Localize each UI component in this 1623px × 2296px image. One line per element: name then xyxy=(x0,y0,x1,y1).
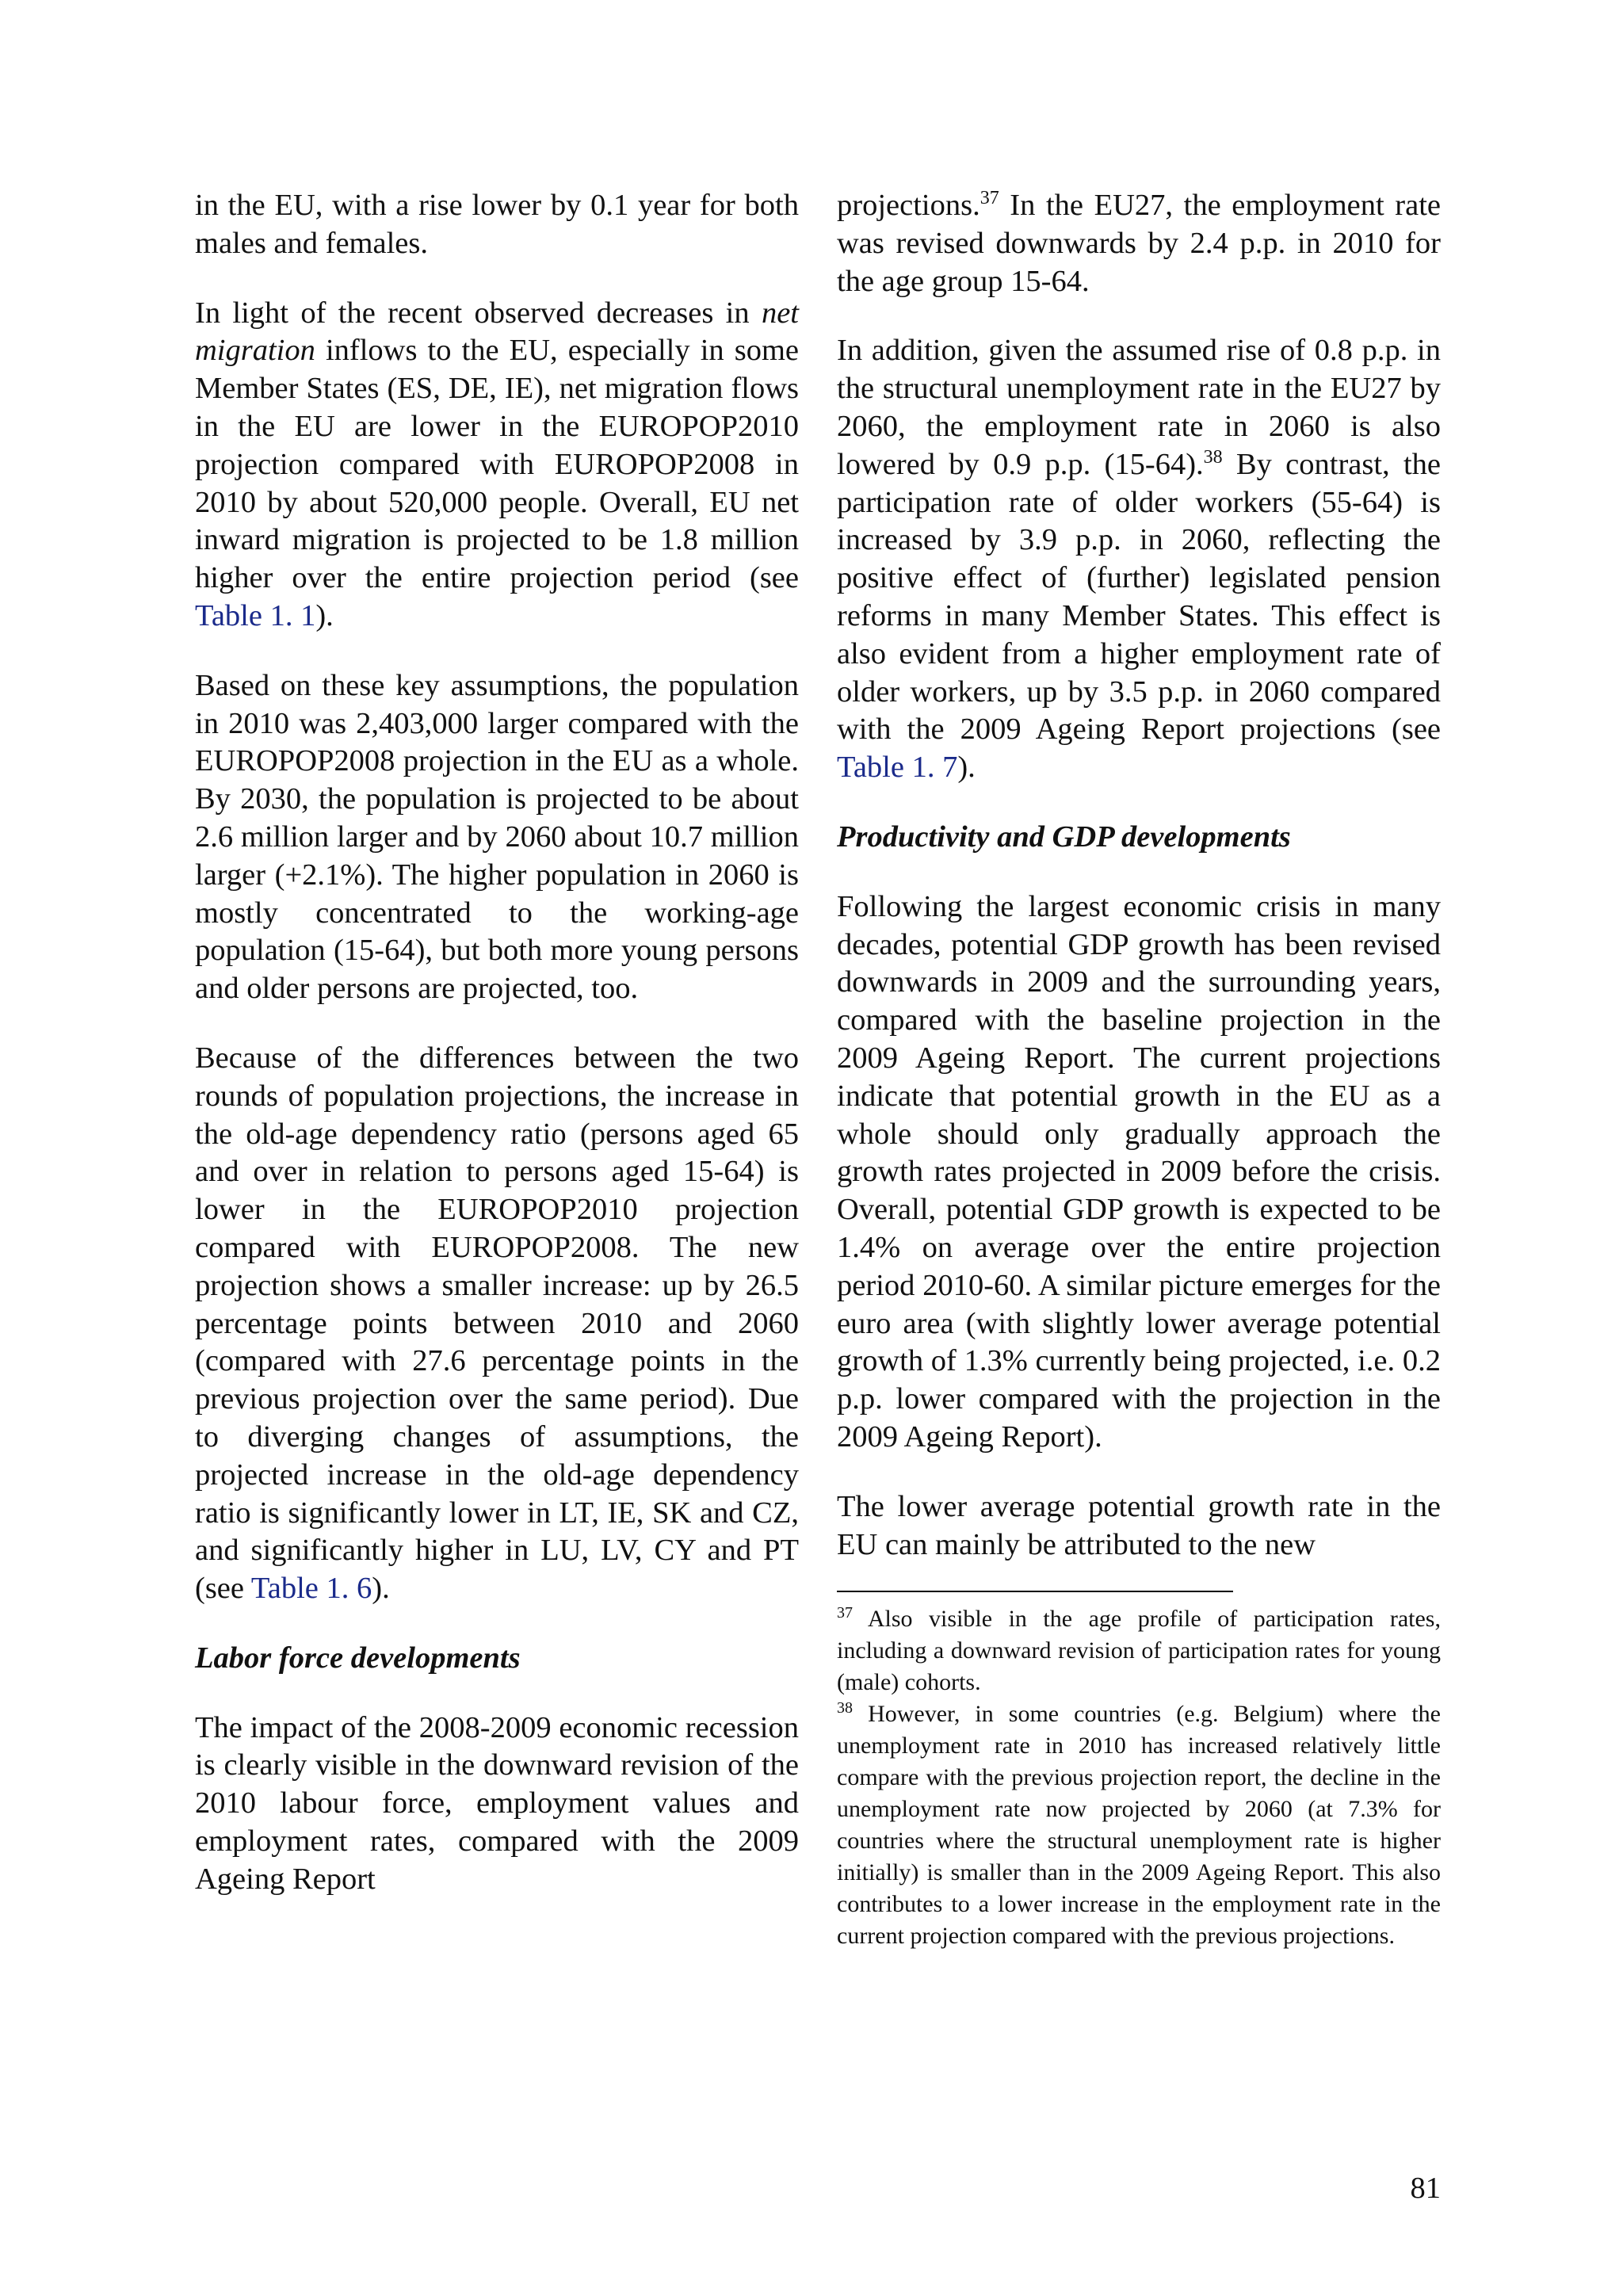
footnote-38 xyxy=(837,1698,1441,1952)
footnote-number: 38 xyxy=(837,1699,853,1717)
paragraph-text: ). xyxy=(315,598,334,632)
paragraph-lower-growth xyxy=(837,1488,1441,1564)
paragraph-text: In the EU27, the employment rate was revised downwards by 2.4 p.p. in 2010 for the age group 15-64. xyxy=(837,189,1441,298)
emphasis-net-migration: net migration xyxy=(195,296,799,368)
paragraph-dependency-ratio xyxy=(195,1040,799,1608)
right-column xyxy=(837,187,1441,1952)
paragraph-unemployment xyxy=(837,332,1441,787)
paragraph-text: ). xyxy=(372,1572,390,1606)
paragraph-text: in the EU, with a rise lower by 0.1 year for both males and females. xyxy=(195,189,799,260)
paragraph-text: Following the largest economic crisis in many decades, potential GDP growth has been revised downwards in 2009 and the surrounding years, compared with the baseline projection in the 2009 Ageing Report. The current projections indicate that potential growth in the EU as a whole should only gradually approach the growth rates projected in 2009 before the crisis. Overall, potential GDP growth is expected to be 1.4% on average over the entire projection period 2010-60. A similar picture emerges for the euro area (with slightly lower average potential growth of 1.3% currently being projected, i.e. 0.2 p.p. lower compared with the projection in the 2009 Ageing Report). xyxy=(837,889,1441,1454)
paragraph-text: In addition, given the assumed rise of 0.8 p.p. in the structural unemployment rate in the EU27 by 2060, the employment rate in 2060 is also lowered by 0.9 p.p. (15-64). xyxy=(837,334,1441,481)
paragraph-text: Because of the differences between the two rounds of population projections, the increase in the old-age dependency ratio (persons aged 65 and over in relation to persons aged 15-64) is lower in the EUROPOP2010 projection compared with EUROPOP2008. The new projection shows a smaller increase: up by 26.5 percentage points between 2010 and 2060 (compared with 27.6 percentage points in the previous projection over the same period). Due to diverging changes of assumptions, the projected increase in the old-age dependency ratio is significantly lower in LT, IE, SK and CZ, and significantly higher in LU, LV, CY and PT (see xyxy=(195,1041,799,1606)
paragraph-text: By contrast, the participation rate of older workers (55-64) is increased by 3.9 p.p. in 2060, reflecting the positive effect of (further) legislated pension reforms in many Member States. This effect is also evident from a higher employment rate of older workers, up by 3.5 p.p. in 2060 compared with the 2009 Ageing Report projections (see xyxy=(837,447,1441,747)
table-reference-link[interactable]: Table 1. 7 xyxy=(837,751,958,785)
page-number: 81 xyxy=(1410,2172,1441,2205)
footnote-37 xyxy=(837,1603,1441,1698)
footnote-divider xyxy=(837,1591,1233,1592)
footnote-number: 37 xyxy=(837,1604,853,1622)
paragraph-population xyxy=(195,667,799,1008)
left-column xyxy=(195,187,799,1931)
paragraph-net-migration xyxy=(195,295,799,636)
paragraph-gdp-growth xyxy=(837,888,1441,1457)
paragraph-text: The lower average potential growth rate in the EU can mainly be attributed to the new xyxy=(837,1489,1441,1561)
footnote-text: Also visible in the age profile of participation rates, including a downward revision of participation rates for young (male) cohorts. xyxy=(837,1606,1441,1696)
table-reference-link[interactable]: Table 1. 1 xyxy=(195,598,316,632)
table-reference-link[interactable]: Table 1. 6 xyxy=(250,1572,372,1606)
paragraph-text: Based on these key assumptions, the population in 2010 was 2,403,000 larger compared with the EUROPOP2008 projection in the EU as a whole. By 2030, the population is projected to be about 2.6 million larger and by 2060 about 10.7 million larger (+2.1%). The higher population in 2060 is mostly concentrated to the working-age population (15-64), but both more young persons and older persons are projected, too. xyxy=(195,668,799,1006)
paragraph-text: inflows to the EU, especially in some Member States (ES, DE, IE), net migration flows in the EU are lower in the EUROPOP2010 projection compared with EUROPOP2008 in 2010 by about 520,000 people. Overall, EU net inward migration is projected to be 1.8 million higher over the entire projection period (see xyxy=(195,334,799,595)
footnote-marker-38[interactable]: 38 xyxy=(1203,446,1223,468)
footnote-text: However, in some countries (e.g. Belgium) where the unemployment rate in 2010 has increased relatively little compare with the previous projection report, the decline in the unemployment rate now projected by 2060 (at 7.3% for countries where the structural unemployment rate is higher initially) is smaller than in the 2009 Ageing Report. This also contributes to a lower increase in the employment rate in the current projection compared with the previous projections. xyxy=(837,1701,1441,1950)
paragraph-text: In light of the recent observed decreases in xyxy=(195,296,762,330)
paragraph-recession-impact xyxy=(195,1710,799,1899)
paragraph-employment-revision xyxy=(837,187,1441,300)
section-heading-labor-force: Labor force developments xyxy=(195,1641,521,1675)
paragraph-life-expectancy xyxy=(195,187,799,263)
section-heading-productivity: Productivity and GDP developments xyxy=(837,819,1291,854)
paragraph-text: ). xyxy=(957,751,976,785)
paragraph-text: projections. xyxy=(837,189,980,222)
footnotes xyxy=(837,1603,1441,1952)
paragraph-text: The impact of the 2008-2009 economic recession is clearly visible in the downward revision of the 2010 labour force, employment values and employment rates, compared with the 2009 Ageing Report xyxy=(195,1710,799,1896)
footnote-marker-37[interactable]: 37 xyxy=(980,188,999,209)
